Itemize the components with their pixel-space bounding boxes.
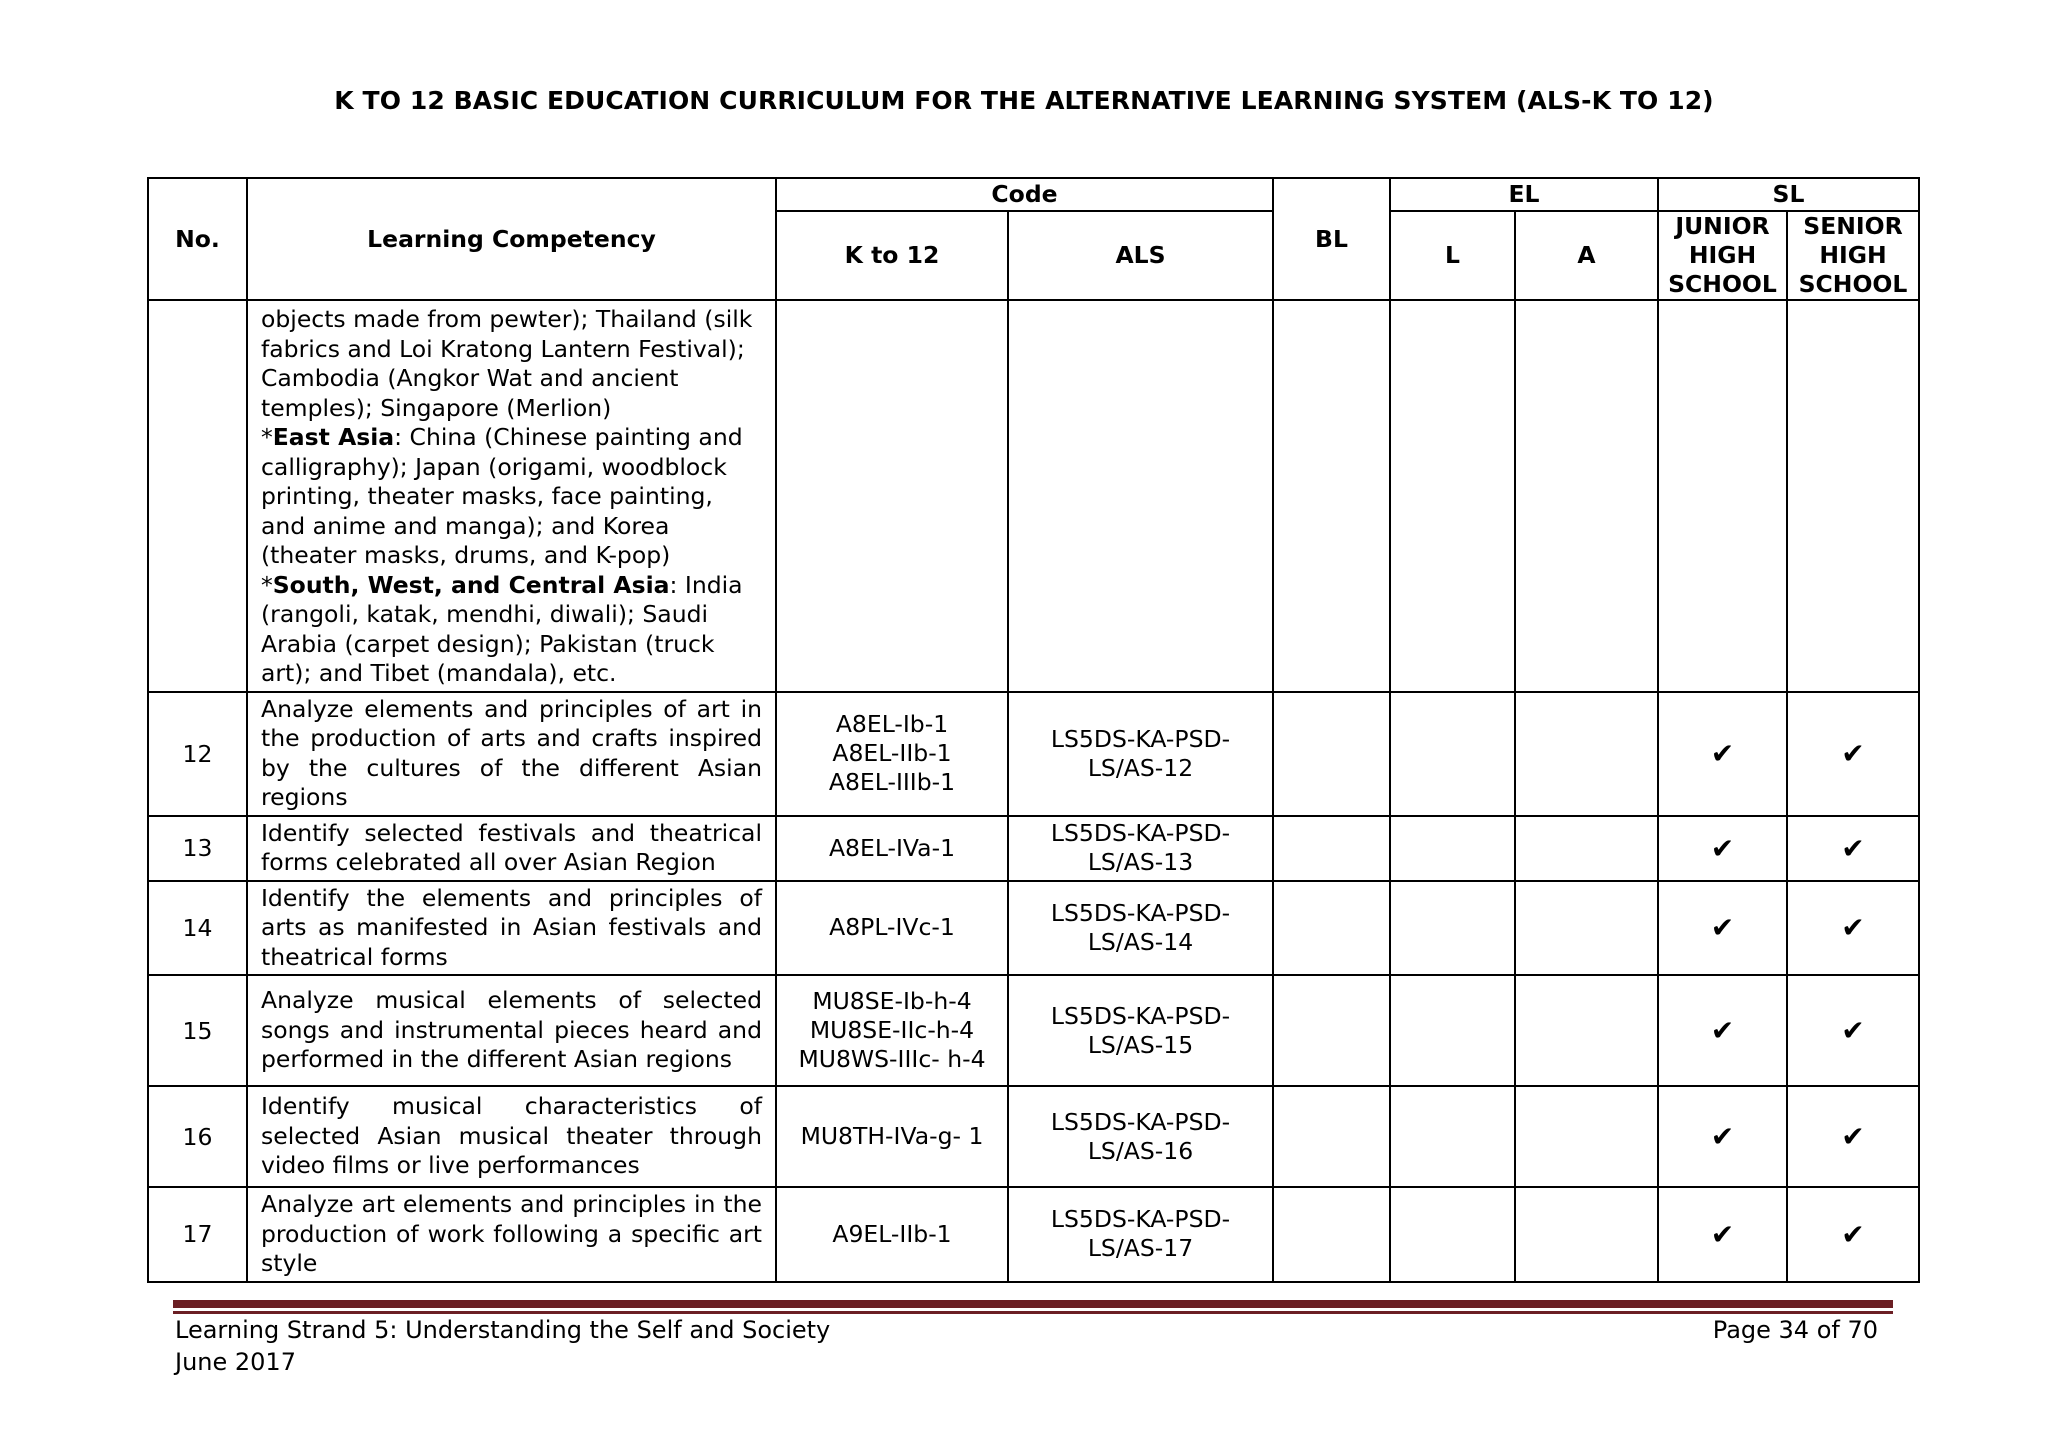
als-code: LS/AS-14 [1087,927,1194,956]
footer-strand: Learning Strand 5: Understanding the Self and Society [175,1316,831,1344]
check-icon: ✔ [1841,1120,1865,1153]
als-code: LS5DS-KA-PSD- [1050,1001,1231,1030]
check-icon: ✔ [1710,737,1735,770]
cell-als [1008,300,1273,692]
cell-l [1390,881,1515,976]
cell-shs [1787,692,1919,816]
header-bl: BL [1273,178,1390,300]
check-icon: ✔ [1710,1120,1735,1153]
footer-rule [173,1300,1893,1314]
als-code: LS5DS-KA-PSD- [1050,898,1231,927]
cell-als [1008,692,1273,816]
cell-bl [1273,975,1390,1086]
k12-code: MU8SE-IIc-h-4 [809,1016,975,1044]
east-asia-prefix: * [261,423,273,451]
header-sl: SL [1658,178,1919,211]
cell-competency [247,300,776,692]
cell-no: 17 [148,1187,247,1282]
header-el: EL [1390,178,1658,211]
cell-a [1515,975,1658,1086]
header-k12: K to 12 [776,211,1008,300]
cell-l [1390,300,1515,692]
cell-jhs [1658,1086,1787,1187]
cell-no: 14 [148,881,247,976]
header-shs: SENIOR HIGH SCHOOL [1787,211,1919,300]
cell-bl [1273,1086,1390,1187]
cell-no: 12 [148,692,247,816]
k12-code: A8PL-IVc-1 [829,913,955,942]
cell-competency: Identify the elements and principles of arts as manifested in Asian festivals and theatrical forms [247,881,776,976]
k12-code: MU8TH-IVa-g- 1 [800,1122,984,1150]
cell-jhs [1658,300,1787,692]
footer-page-number: Page 34 of 70 [1712,1316,1878,1344]
check-icon: ✔ [1841,737,1865,770]
header-jhs: JUNIOR HIGH SCHOOL [1658,211,1787,300]
cell-l [1390,975,1515,1086]
table-row [148,881,1919,976]
als-code: LS/AS-12 [1087,753,1194,782]
cell-l [1390,692,1515,816]
table-row [148,692,1919,816]
cell-no: 13 [148,816,247,881]
cell-a [1515,816,1658,881]
cell-l [1390,1187,1515,1282]
cell-als [1008,1187,1273,1282]
header-a: A [1515,211,1658,300]
footer-left [175,1314,830,1378]
check-icon: ✔ [1841,1014,1865,1047]
check-icon: ✔ [1710,1014,1735,1047]
als-code: LS5DS-KA-PSD- [1050,1205,1231,1234]
table-row-continuation [148,300,1919,692]
cell-jhs [1658,1187,1787,1282]
cell-shs [1787,300,1919,692]
check-icon: ✔ [1710,1217,1735,1251]
cell-shs [1787,1187,1919,1282]
cell-no: 16 [148,1086,247,1187]
cell-shs [1787,1086,1919,1187]
cell-no: 15 [148,975,247,1086]
swc-asia-label: South, West, and Central Asia [272,570,670,599]
als-code: LS5DS-KA-PSD- [1050,819,1231,847]
cell-k12 [776,1187,1008,1282]
check-icon: ✔ [1841,1217,1865,1251]
header-l: L [1390,211,1515,300]
cell-l [1390,1086,1515,1187]
cell-k12 [776,692,1008,816]
check-icon: ✔ [1841,831,1865,865]
cell-competency: Analyze musical elements of selected songs and instrumental pieces heard and performed in the different Asian regions [247,975,776,1086]
cell-bl [1273,881,1390,976]
cell-k12 [776,1086,1008,1187]
als-code: LS/AS-16 [1087,1136,1194,1165]
als-code: LS/AS-15 [1087,1030,1194,1059]
cell-competency: Analyze art elements and principles in the production of work following a specific art style [247,1187,776,1282]
header-no: No. [148,178,247,300]
cell-no [148,300,247,692]
cell-als [1008,1086,1273,1187]
curriculum-table [147,177,1920,1283]
cell-jhs [1658,881,1787,976]
cell-a [1515,881,1658,976]
continuation-text: objects made from pewter); Thailand (silk fabrics and Loi Kratong Lantern Festival); Cambodia (Angkor Wat and ancient temples); Singapore (Merlion) [261,305,753,422]
k12-code: A8EL-Ib-1 [835,710,949,738]
footer-rule-thick [173,1300,1893,1308]
cell-shs [1787,975,1919,1086]
header-competency: Learning Competency [247,178,776,300]
cell-l [1390,816,1515,881]
cell-shs [1787,881,1919,976]
table-body [148,300,1919,1282]
document-title: K TO 12 BASIC EDUCATION CURRICULUM FOR THE ALTERNATIVE LEARNING SYSTEM (ALS-K TO 12) [334,86,1714,115]
check-icon: ✔ [1710,831,1735,865]
k12-code: MU8SE-Ib-h-4 [812,987,972,1015]
cell-bl [1273,816,1390,881]
cell-k12 [776,816,1008,881]
cell-a [1515,1086,1658,1187]
table-row [148,1086,1919,1187]
cell-competency: Analyze elements and principles of art in the production of arts and crafts inspired by the cultures of the different Asian regions [247,692,776,816]
east-asia-text: : China (Chinese painting and calligraphy); Japan (origami, woodblock printing, theater masks, face painting, and anime and manga); and Korea (theater masks, drums, and K-pop) [261,423,743,569]
cell-a [1515,692,1658,816]
check-icon: ✔ [1710,911,1735,945]
swc-asia-prefix: * [261,570,273,599]
cell-jhs [1658,816,1787,881]
als-code: LS5DS-KA-PSD- [1050,724,1231,753]
cell-k12 [776,975,1008,1086]
header-code: Code [776,178,1273,211]
cell-als [1008,881,1273,976]
east-asia-label: East Asia [272,423,395,451]
cell-als [1008,975,1273,1086]
cell-bl [1273,1187,1390,1282]
als-code: LS/AS-17 [1087,1234,1194,1263]
cell-k12 [776,300,1008,692]
cell-bl [1273,692,1390,816]
k12-code: A8EL-IIb-1 [832,739,952,767]
cell-a [1515,300,1658,692]
cell-shs [1787,816,1919,881]
table-header [148,178,1919,300]
k12-code: MU8WS-IIIc- h-4 [798,1045,986,1073]
header-als: ALS [1008,211,1273,300]
als-code: LS5DS-KA-PSD- [1050,1107,1231,1136]
k12-code: A8EL-IIIb-1 [828,768,956,796]
swc-asia-text: : India (rangoli, katak, mendhi, diwali); Saudi Arabia (carpet design); Pakistan (truck art); and Tibet (mandala), etc. [261,570,743,687]
cell-jhs [1658,692,1787,816]
table-row [148,1187,1919,1282]
cell-bl [1273,300,1390,692]
cell-competency: Identify musical characteristics of selected Asian musical theater through video films or live performances [247,1086,776,1187]
table-row [148,975,1919,1086]
cell-jhs [1658,975,1787,1086]
footer-date: June 2017 [175,1348,296,1376]
als-code: LS/AS-13 [1087,848,1194,876]
cell-als [1008,816,1273,881]
k12-code: A8EL-IVa-1 [828,833,956,862]
cell-competency: Identify selected festivals and theatrical forms celebrated all over Asian Region [247,816,776,881]
k12-code: A9EL-IIb-1 [832,1219,952,1248]
check-icon: ✔ [1841,911,1865,945]
cell-a [1515,1187,1658,1282]
table-row [148,816,1919,881]
cell-k12 [776,881,1008,976]
